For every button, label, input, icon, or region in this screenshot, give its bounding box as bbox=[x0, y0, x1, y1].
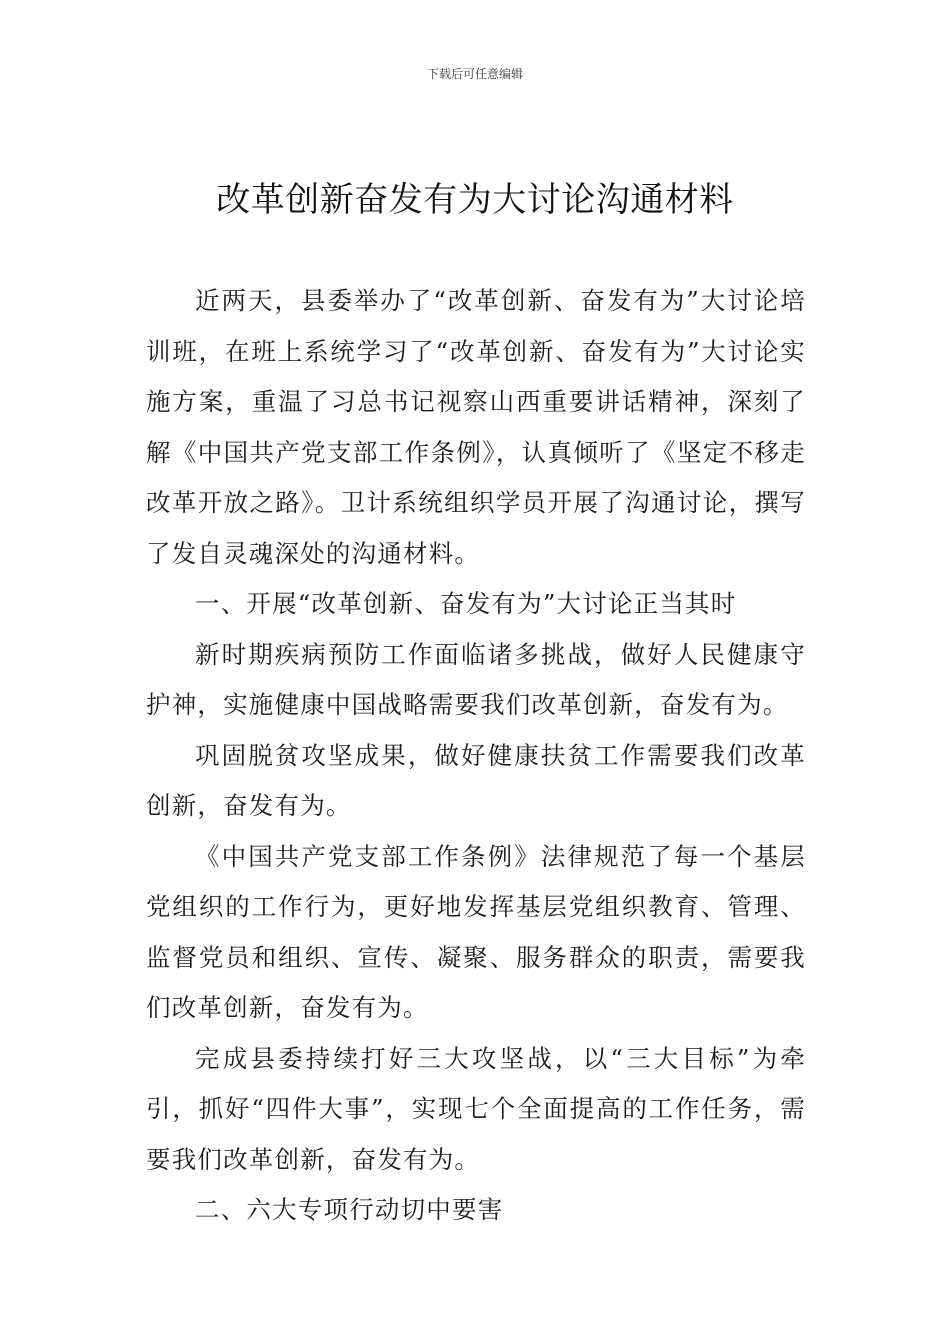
body-paragraph: 新时期疾病预防工作面临诸多挑战，做好人民健康守护神，实施健康中国战略需要我们改革创新，奋发有为。 bbox=[146, 639, 806, 719]
document-body bbox=[146, 276, 806, 1236]
body-paragraph: 巩固脱贫攻坚成果，做好健康扶贫工作需要我们改革创新，奋发有为。 bbox=[146, 740, 806, 820]
section-heading-two: 二、六大专项行动切中要害 bbox=[195, 1195, 504, 1224]
intro-paragraph: 近两天，县委举办了“改革创新、奋发有为”大讨论培训班，在班上系统学习了“改革创新、奋发有为”大讨论实施方案，重温了习总书记视察山西重要讲话精神，深刻了解《中国共产党支部工作条例》，认真倾听了《坚定不移走改革开放之路》。卫计系统组织学员开展了沟通讨论，撰写了发自灵魂深处的沟通材料。 bbox=[146, 286, 806, 568]
header-note: 下载后可任意编辑 bbox=[426, 67, 523, 81]
body-paragraph: 《中国共产党支部工作条例》法律规范了每一个基层党组织的工作行为，更好地发挥基层党组织教育、管理、监督党员和组织、宣传、凝聚、服务群众的职责，需要我们改革创新，奋发有为。 bbox=[146, 841, 806, 1022]
section-heading-one: 一、开展“改革创新、奋发有为”大讨论正当其时 bbox=[195, 589, 737, 618]
document-title: 改革创新奋发有为大讨论沟通材料 bbox=[216, 180, 734, 220]
body-paragraph: 完成县委持续打好三大攻坚战，以“三大目标”为牵引，抓好“四件大事”，实现七个全面提高的工作任务，需要我们改革创新，奋发有为。 bbox=[146, 1043, 806, 1174]
